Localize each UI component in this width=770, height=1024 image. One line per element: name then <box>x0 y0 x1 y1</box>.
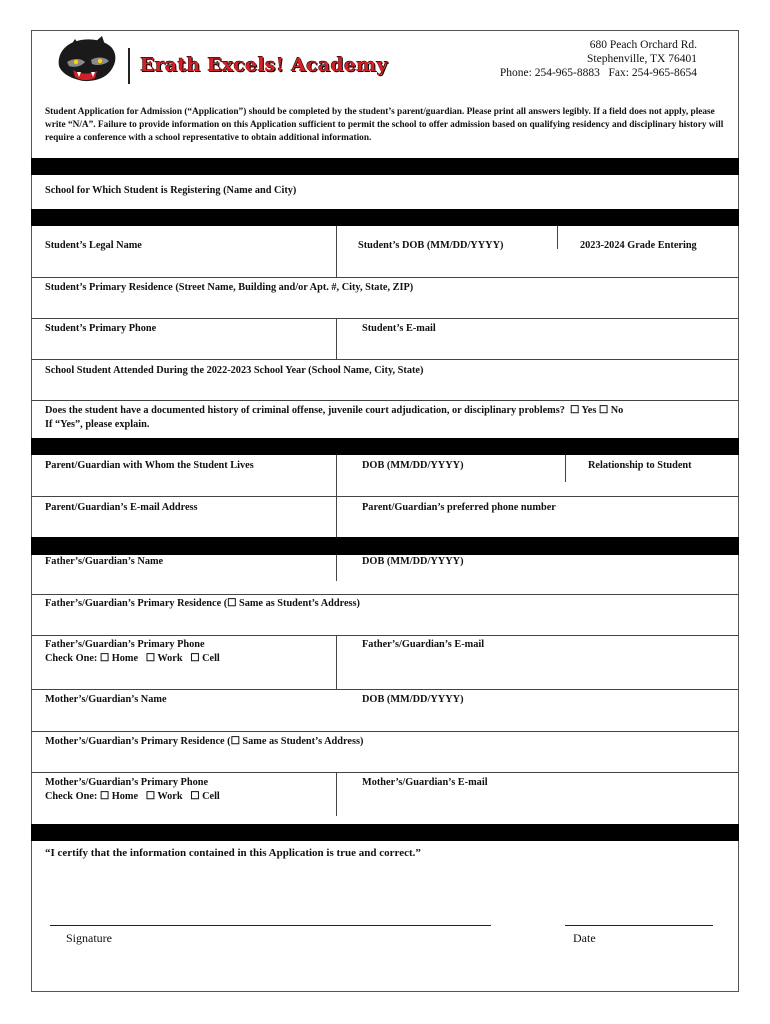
label-student-email: Student’s E-mail <box>362 323 436 334</box>
signature-label: Signature <box>66 931 112 945</box>
certify-statement: “I certify that the information contained in this Application is true and correct.” <box>45 847 421 859</box>
intro-text: Student Application for Admission (“Application”) should be completed by the student’s parent/guardian. Please print all answers legibly. If a field does not apply, please write “N/A”. Failure to provide information on this Application sufficient to permit the school to offer admission based on qualifying residency and disciplinary history will require a conference with a school representative to obtain additional information. <box>45 107 724 143</box>
label-school-attended: School Student Attended During the 2022-2023 School Year (School Name, City, State) <box>45 365 424 376</box>
label-parent-dob: DOB (MM/DD/YYYY) <box>362 460 464 471</box>
label-criminal-history: Does the student have a documented history of criminal offense, juvenile court adjudication, or disciplinary problems? ☐ Yes ☐ No <box>45 405 624 416</box>
label-school-registering: School for Which Student is Registering (Name and City) <box>45 185 297 196</box>
label-father-phone-check: Check One: ☐ Home ☐ Work ☐ Cell <box>45 653 220 664</box>
label-grade-entering: 2023-2024 Grade Entering <box>580 240 697 251</box>
label-father-residence: Father’s/Guardian’s Primary Residence (☐ Same as Student’s Address) <box>45 598 360 609</box>
signature-line[interactable] <box>50 925 491 926</box>
label-father-phone: Father’s/Guardian’s Primary Phone <box>45 639 205 650</box>
label-mother-name: Mother’s/Guardian’s Name <box>45 694 167 705</box>
label-parent-lives-with: Parent/Guardian with Whom the Student Lives <box>45 460 254 471</box>
logo-divider <box>128 48 130 84</box>
label-mother-residence: Mother’s/Guardian’s Primary Residence (☐ Same as Student’s Address) <box>45 736 364 747</box>
phone-fax: Phone: 254-965-8883 Fax: 254-965-8654 <box>499 67 697 79</box>
address-line2: Stephenville, TX 76401 <box>587 53 697 65</box>
label-mother-phone: Mother’s/Guardian’s Primary Phone <box>45 777 209 788</box>
section-bar <box>31 438 739 455</box>
section-bar <box>31 537 739 555</box>
label-criminal-explain: If “Yes”, please explain. <box>45 419 150 430</box>
label-student-legal-name: Student’s Legal Name <box>45 240 142 251</box>
label-relationship: Relationship to Student <box>588 460 692 471</box>
label-mother-phone-check: Check One: ☐ Home ☐ Work ☐ Cell <box>45 791 220 802</box>
label-student-residence: Student’s Primary Residence (Street Name, Building and/or Apt. #, City, State, ZIP) <box>45 282 414 293</box>
address-line1: 680 Peach Orchard Rd. <box>589 39 697 51</box>
label-student-dob: Student’s DOB (MM/DD/YYYY) <box>358 240 504 251</box>
label-mother-email: Mother’s/Guardian’s E-mail <box>362 777 488 788</box>
label-student-phone: Student’s Primary Phone <box>45 323 157 334</box>
section-bar <box>31 824 739 841</box>
label-father-dob: DOB (MM/DD/YYYY) <box>362 556 464 567</box>
section-bar <box>31 158 739 175</box>
date-line[interactable] <box>565 925 713 926</box>
panther-head-icon <box>55 36 119 84</box>
label-parent-email: Parent/Guardian’s E-mail Address <box>45 502 198 513</box>
section-bar <box>31 209 739 226</box>
label-mother-dob: DOB (MM/DD/YYYY) <box>362 694 464 705</box>
label-father-name: Father’s/Guardian’s Name <box>45 556 164 567</box>
date-label: Date <box>573 931 596 945</box>
school-name: Erath Excels! Academy <box>140 54 388 76</box>
label-parent-phone-pref: Parent/Guardian’s preferred phone number <box>362 502 556 513</box>
label-father-email: Father’s/Guardian’s E-mail <box>362 639 485 650</box>
